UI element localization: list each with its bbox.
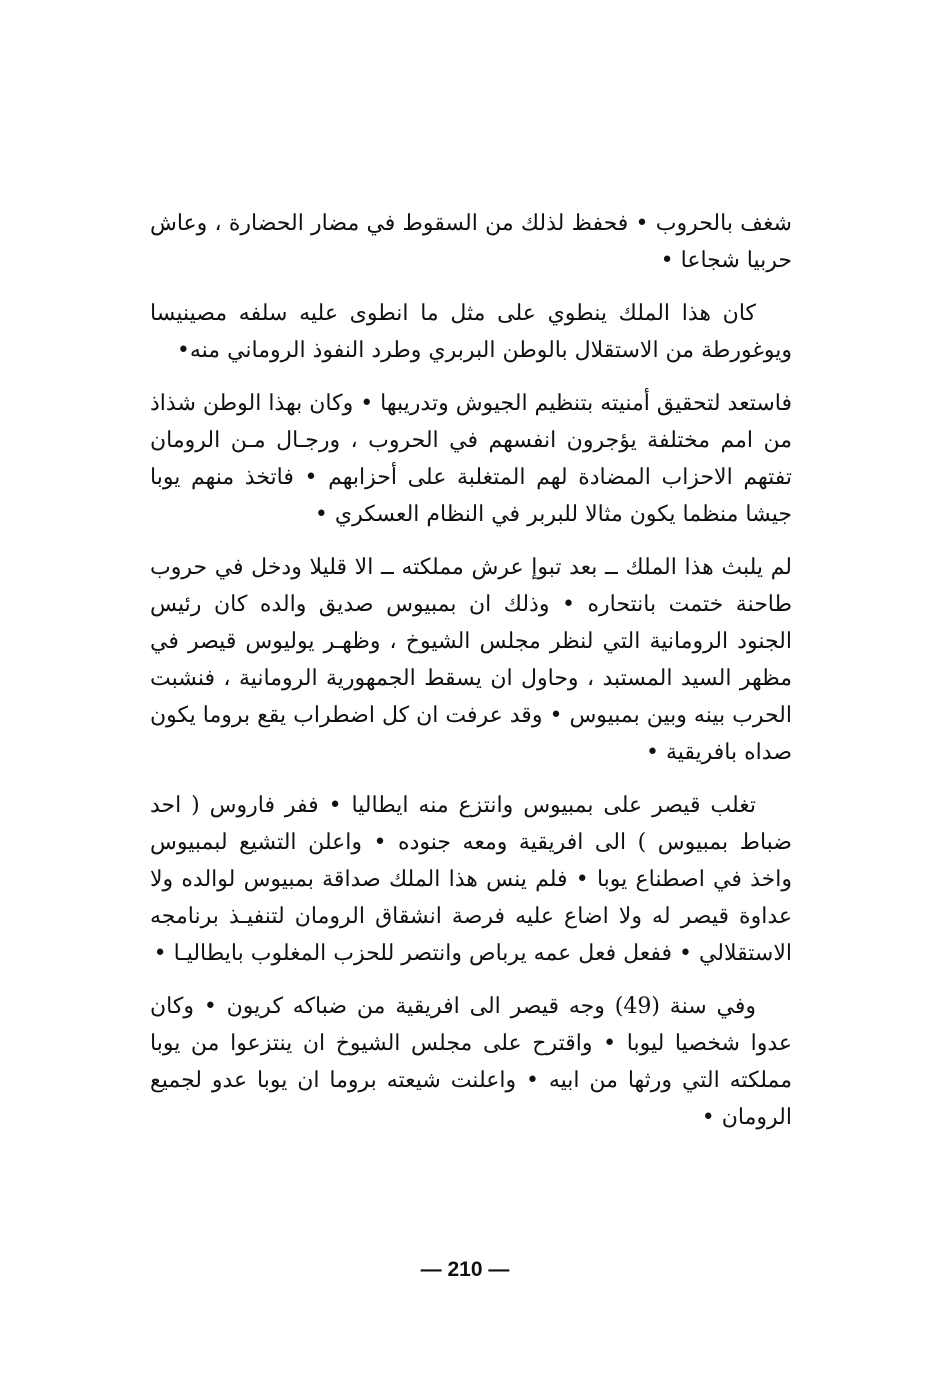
paragraph-3: فاستعد لتحقيق أمنيته بتنظيم الجيوش وتدريبها • وكان بهذا الوطن شذاذ من امم مختلفة يؤجرون انفسهم في الحروب ، ورجـال مـن الرومان تفتهم الاحزاب المضادة لهم المتغلبة على أحزابهم • فاتخذ منهم يوبا جيشا منظما يكون مثالا للبربر في النظام العسكري • <box>150 391 792 527</box>
body-text <box>150 205 792 1152</box>
paragraph-1: شغف بالحروب • فحفظ لذلك من السقوط في مضار الحضارة ، وعاش حربيا شجاعا • <box>150 211 792 273</box>
paragraph-6: وفي سنة (49) وجه قيصر الى افريقية من ضباكه كريون • وكان عدوا شخصيا ليوبا • واقترح على مجلس الشيوخ ان ينتزعوا من يوبا مملكته التي ورثها من ابيه • واعلنت شيعته بروما ان يوبا عدو لجميع الرومان • <box>150 994 792 1130</box>
page-number: — 210 — <box>420 1258 510 1281</box>
paragraph-4: لم يلبث هذا الملك ــ بعد تبوإ عرش مملكته ــ الا قليلا ودخل في حروب طاحنة ختمت بانتحاره • وذلك ان بمبيوس صديق والده كان رئيس الجنود الرومانية التي لنظر مجلس الشيوخ ، وظهـر يوليوس قيصر في مظهر السيد المستبد ، وحاول ان يسقط الجمهورية الرومانية ، فنشبت الحرب بينه وبين بمبيوس • وقد عرفت ان كل اضطراب يقع بروما يكون صداه بافريقية • <box>150 555 792 765</box>
paragraph-2: كان هذا الملك ينطوي على مثل ما انطوى عليه سلفه مصينيسا ويوغورطة من الاستقلال بالوطن البربري وطرد النفوذ الروماني منه• <box>150 301 792 363</box>
paragraph-5: تغلب قيصر على بمبيوس وانتزع منه ايطاليا • ففر فاروس ( احد ضباط بمبيوس ) الى افريقية ومعه جنوده • واعلن التشيع لبمبيوس واخذ في اصطناع يوبا • فلم ينس هذا الملك صداقة بمبيوس لوالده ولا عداوة قيصر له ولا اضاع عليه فرصة انشقاق الرومان لتنفيـذ برنامجه الاستقلالي • ففعل فعل عمه يرباص وانتصر للحزب المغلوب بايطاليـا • <box>150 793 792 966</box>
